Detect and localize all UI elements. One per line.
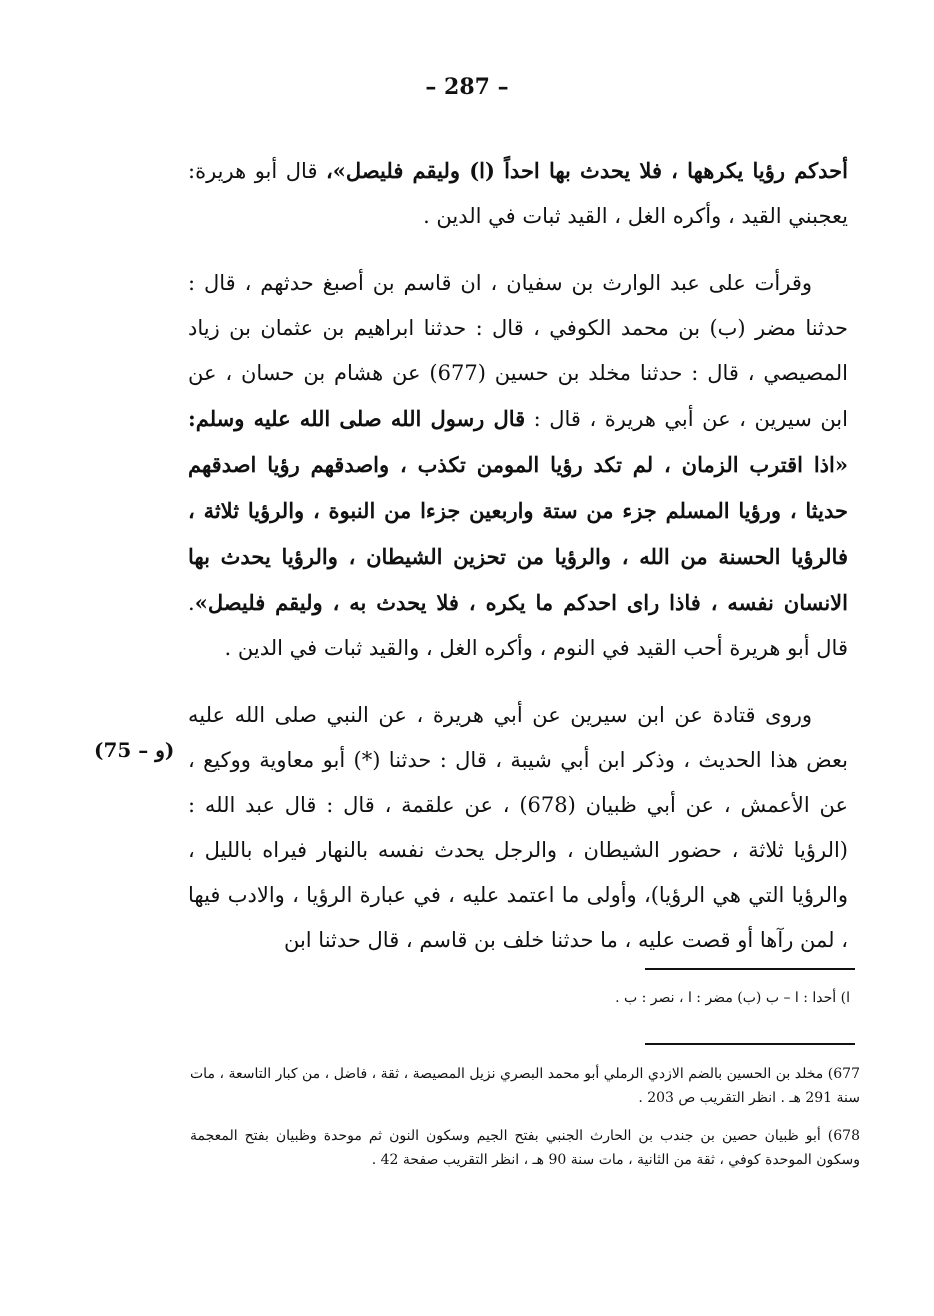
page-number: – 287 – bbox=[425, 74, 509, 100]
paragraph-2 bbox=[188, 261, 848, 671]
footnote-677: 677) مخلد بن الحسين بالضم الازدي الرملي أبو محمد البصري نزيل المصيصة ، ثقة ، فاضل ، من كبار التاسعة ، مات سنة 291 هـ . انظر التقريب ص 203 . bbox=[190, 1066, 860, 1106]
paragraph-text: . قال أبو هريرة أحب القيد في النوم ، وأكره الغل ، والقيد ثبات في الدين . bbox=[188, 591, 848, 660]
main-text bbox=[188, 148, 848, 985]
paragraph-text: وروى قتادة عن ابن سيرين عن أبي هريرة ، عن النبي صلى الله عليه بعض هذا الحديث ، وذكر ابن أبي شيبة ، قال : حدثنا (*) أبو معاوية ووكيع ، عن الأعمش ، عن أبي ظبيان (678) ، عن علقمة ، قال : قال عبد الله : (الرؤيا ثلاثة ، حضور الشيطان ، والرجل يحدث نفسه بالنهار فيراه بالليل ، والرؤيا التي هي الرؤيا)، وأولى ما اعتمد عليه ، في عبارة الرؤيا ، والادب فيها ، لمن رآها أو قصت عليه ، ما حدثنا خلف بن قاسم ، قال حدثنا ابن bbox=[188, 703, 848, 952]
paragraph-3 bbox=[188, 693, 848, 963]
paragraph-text: قال أبو هريرة: يعجبني القيد ، وأكره الغل ، القيد ثبات في الدين . bbox=[188, 159, 848, 228]
manuscript-folio-note: (75 – و) bbox=[94, 738, 175, 762]
footnote-divider bbox=[645, 968, 855, 970]
hadith-text-bold: قال رسول الله صلى الله عليه وسلم: «اذا اقترب الزمان ، لم تكد رؤيا المومن تكذب ، واصدقهم رؤيا اصدقهم حديثا ، ورؤيا المسلم جزء من ستة واربعين جزءا من النبوة ، والرؤيا ثلاثة ، فالرؤيا الحسنة من الله ، والرؤيا من تحزين الشيطان ، والرؤيا يحدث بها الانسان نفسه ، فاذا راى احدكم ما يكره ، فلا يحدث به ، وليقم فليصل» bbox=[188, 406, 848, 615]
footnote-variant-readings: ا) أحدا : ا – ب (ب) مضر : ا ، نصر : ب . bbox=[615, 990, 850, 1006]
paragraph-1 bbox=[188, 148, 848, 239]
footnote-678: 678) أبو ظبيان حصين بن جندب بن الحارث الجنبي بفتح الجيم وسكون النون ثم موحدة وظبيان بفتح المعجمة وسكون الموحدة كوفي ، ثقة من الثانية ، مات سنة 90 هـ ، انظر التقريب صفحة 42 . bbox=[190, 1128, 860, 1168]
footnote-divider bbox=[645, 1043, 855, 1045]
isnad-text: وقرأت على عبد الوارث بن سفيان ، ان قاسم بن أصبغ حدثهم ، قال : حدثنا مضر (ب) بن محمد الكوفي ، قال : حدثنا ابراهيم بن عثمان بن زياد المصيصي ، قال : حدثنا مخلد بن حسين (677) عن هشام بن حسان ، عن ابن سيرين ، عن أبي هريرة ، قال : bbox=[188, 271, 848, 431]
hadith-text-bold: أحدكم رؤيا يكرهها ، فلا يحدث بها احداً (ا) وليقم فليصل»، bbox=[326, 158, 849, 183]
